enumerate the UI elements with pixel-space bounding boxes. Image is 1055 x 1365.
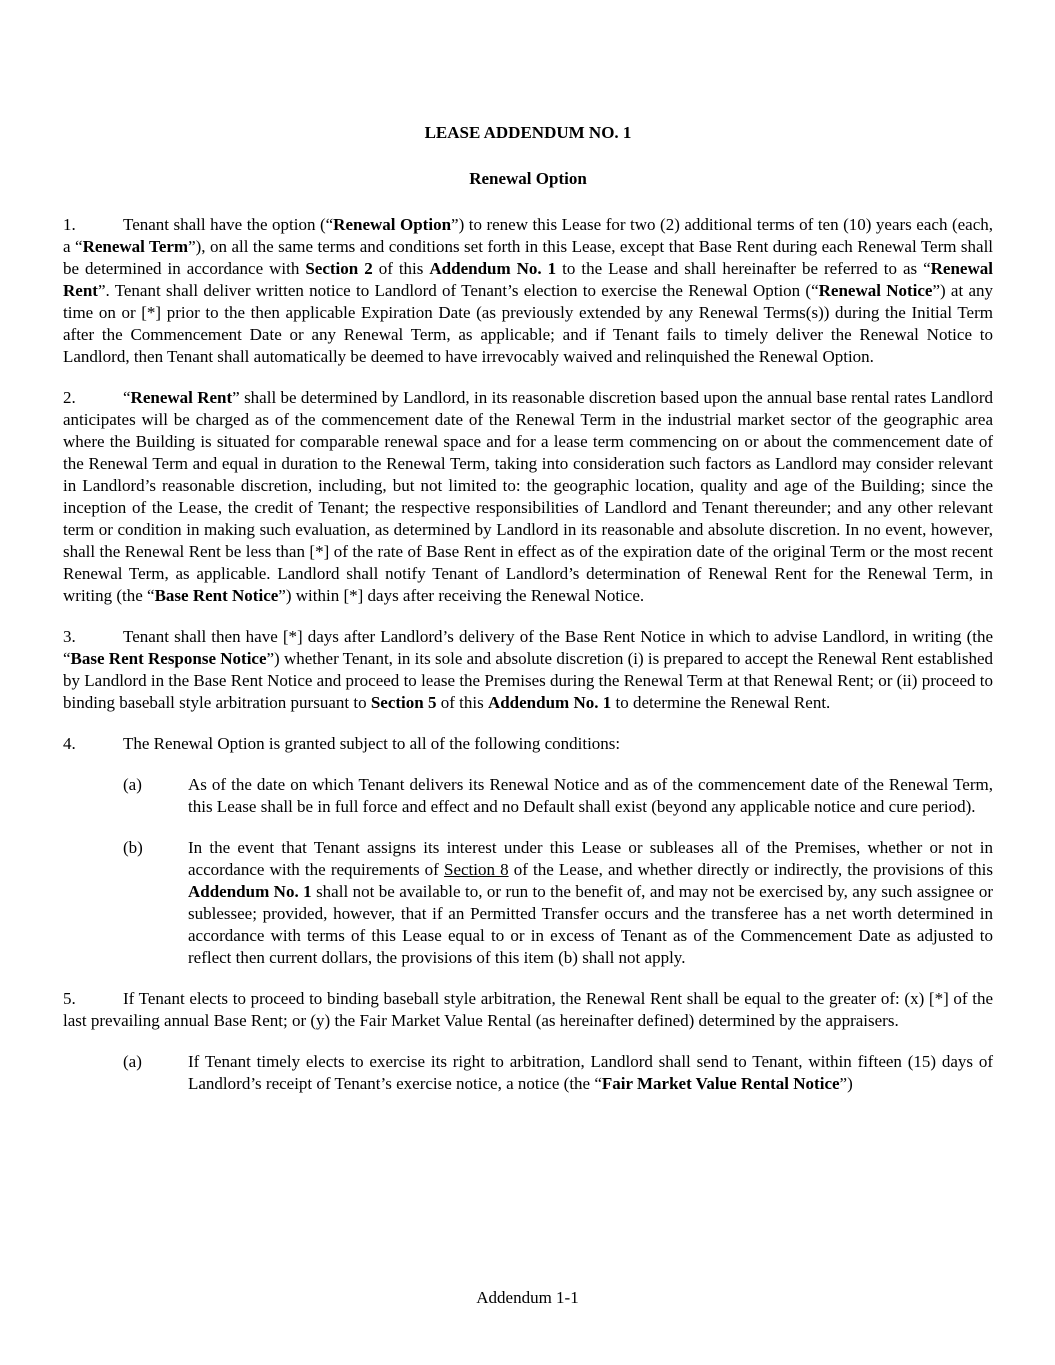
document-subtitle: Renewal Option	[469, 169, 587, 188]
numbered-paragraph	[63, 733, 993, 755]
bold-run: Renewal Rent	[63, 259, 993, 300]
text-run: to the Lease and shall hereinafter be referred to as “	[556, 259, 931, 278]
lettered-subparagraph	[63, 837, 993, 969]
bold-run: Renewal Notice	[818, 281, 933, 300]
bold-run: Addendum No. 1	[487, 693, 612, 712]
paragraph-label: (a)	[123, 1052, 142, 1071]
text-run: If Tenant timely elects to exercise its right to arbitration, Landlord shall send to Tenant, within fifteen (15) days of Landlord’s receipt of Tenant’s exercise notice, a notice (the “	[188, 1052, 993, 1093]
bold-run: Addendum No. 1	[429, 259, 557, 278]
text-run: ”) to renew this Lease for two (2) additional terms of ten (10) years each (each, a “	[63, 215, 993, 256]
bold-run: Renewal Rent	[130, 388, 233, 407]
bold-run: Fair Market Value Rental Notice	[601, 1074, 840, 1093]
numbered-paragraph	[63, 387, 993, 607]
text-run: of the Lease, and whether directly or indirectly, the provisions of this	[508, 860, 993, 879]
numbered-paragraph	[63, 626, 993, 714]
text-run: ”) within [*] days after receiving the Renewal Notice.	[278, 586, 645, 605]
bold-run: Addendum No. 1	[188, 882, 312, 901]
text-run: shall not be available to, or run to the benefit of, and may not be exercised by, any such assignee or sublessee; provided, however, that if an Permitted Transfer occurs and the transferee has a net worth determined in accordance with terms of this Lease equal to or in excess of Tenant as of the Commencement Date as adjusted to reflect then current dollars, the provisions of this item (b) shall not apply.	[188, 882, 993, 967]
text-run: ”. Tenant shall deliver written notice to Landlord of Tenant’s election to exercise the Renewal Option (“	[97, 281, 819, 300]
underlined-run: Section 8	[443, 860, 509, 879]
lettered-subparagraph	[63, 1051, 993, 1095]
text-run: Tenant shall then have [*] days after Landlord’s delivery of the Base Rent Notice in which to advise Landlord, in writing (the “	[63, 627, 993, 668]
lettered-subparagraph	[63, 774, 993, 818]
text-run: The Renewal Option is granted subject to all of the following conditions:	[123, 734, 621, 753]
text-run: ”) whether Tenant, in its sole and absolute discretion (i) is prepared to accept the Renewal Rent established by Landlord in the Base Rent Notice and proceed to lease the Premises during the Renewal Term at that Renewal Rent; or (ii) proceed to binding baseball style arbitration pursuant to	[63, 649, 993, 712]
text-run: to determine the Renewal Rent.	[611, 693, 831, 712]
paragraph-label: (b)	[123, 838, 143, 857]
text-run: ” shall be determined by Landlord, in its reasonable discretion based upon the annual base rental rates Landlord anticipates will be charged as of the commencement date of the Renewal Term in the industrial market sector of the geographic area where the Building is situated for comparable renewal space and for a lease term commencing on or about the commencement date of the Renewal Term and equal in duration to the Renewal Term, taking into consideration such factors as Landlord may consider relevant in Landlord’s reasonable discretion, including, but not limited to: the geographic location, quality and age of the Building; since the inception of the Lease, the credit of Tenant; the respective responsibilities of Landlord and Tenant thereunder; and any other relevant term or condition in making such evaluation, as determined by Landlord in its reasonable and absolute discretion. In no event, however, shall the Renewal Rent be less than [*] of the rate of Base Rent in effect as of the expiration date of the original Term or the most recent Renewal Term, as applicable. Landlord shall notify Tenant of Landlord’s determination of Renewal Rent for the Renewal Term, in writing (the “	[63, 388, 993, 605]
bold-run: Base Rent Notice	[154, 586, 279, 605]
text-run: In the event that Tenant assigns its interest under this Lease or subleases all of the Premises, whether or not in accordance with the requirements of	[188, 838, 993, 879]
text-run: Tenant shall have the option (“	[123, 215, 334, 234]
paragraph-label: 2.	[63, 388, 76, 407]
bold-run: Section 2	[305, 259, 373, 278]
text-run: As of the date on which Tenant delivers its Renewal Notice and as of the commencement date of the Renewal Term, this Lease shall be in full force and effect and no Default shall exist (beyond any applicable notice and cure period).	[188, 775, 993, 816]
document-body	[63, 214, 993, 1095]
text-run: of this	[372, 259, 430, 278]
paragraph-label: (a)	[123, 775, 142, 794]
paragraph-label: 3.	[63, 627, 76, 646]
text-run: ”), on all the same terms and conditions set forth in this Lease, except that Base Rent during each Renewal Term shall be determined in accordance with	[63, 237, 994, 278]
text-run: ”)	[839, 1074, 853, 1093]
text-run: of this	[436, 693, 488, 712]
numbered-paragraph	[63, 214, 993, 368]
text-run: “	[123, 388, 131, 407]
page-footer: Addendum 1-1	[476, 1288, 579, 1307]
numbered-paragraph	[63, 988, 993, 1032]
paragraph-label: 1.	[63, 215, 76, 234]
bold-run: Base Rent Response Notice	[70, 649, 267, 668]
document-title: LEASE ADDENDUM NO. 1	[424, 123, 632, 142]
bold-run: Renewal Option	[333, 215, 452, 234]
bold-run: Section 5	[370, 693, 437, 712]
paragraph-label: 4.	[63, 734, 76, 753]
bold-run: Renewal Term	[82, 237, 189, 256]
paragraph-label: 5.	[63, 989, 76, 1008]
text-run: ”) at any time on or [*] prior to the then applicable Expiration Date (as previously extended by any Renewal Terms(s)) during the Initial Term after the Commencement Date or any Renewal Term, as applicable; and if Tenant fails to timely deliver the Renewal Notice to Landlord, then Tenant shall automatically be deemed to have irrevocably waived and relinquished the Renewal Option.	[63, 281, 993, 366]
text-run: If Tenant elects to proceed to binding baseball style arbitration, the Renewal Rent shall be equal to the greater of: (x) [*] of the last prevailing annual Base Rent; or (y) the Fair Market Value Rental (as hereinafter defined) determined by the appraisers.	[63, 989, 993, 1030]
